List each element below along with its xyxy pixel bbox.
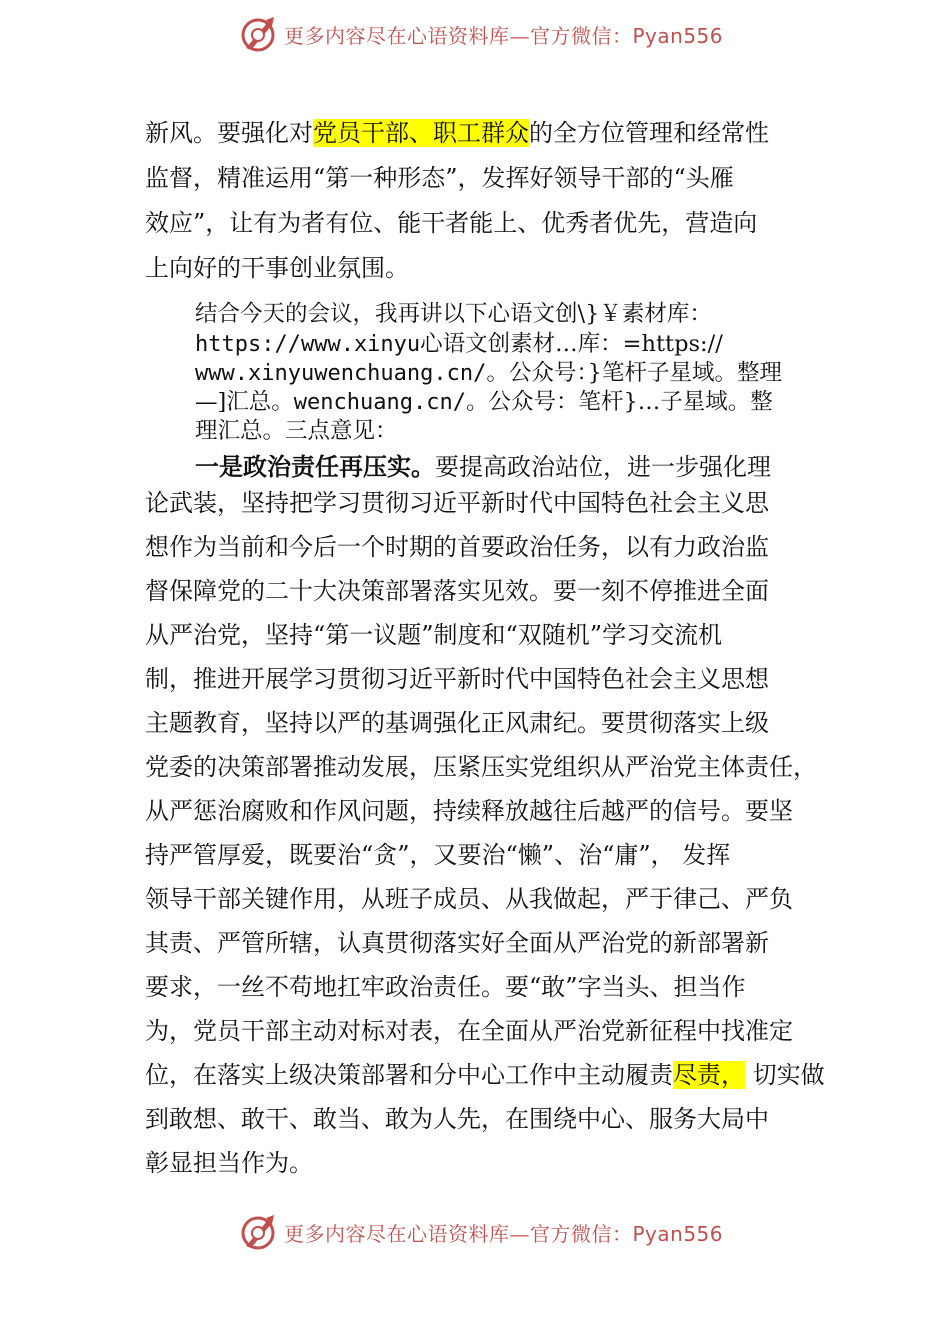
text-line: www.xinyuwenchuang.cn/。公众号：}笔杆子星域。整理 — [195, 360, 782, 386]
text-line: 从严惩治腐败和作风问题，持续释放越往后越严的信号。要坚 — [145, 797, 793, 825]
text-line: https://www.xinyu心语文创素材…库：=https:// — [195, 331, 723, 357]
text-line: 一是政治责任再压实。要提高政治站位，进一步强化理 — [195, 453, 771, 481]
pen-logo-icon — [238, 1212, 278, 1252]
text-line: 持严管厚爱，既要治“贪”，又要治“懒”、治“庸”， 发挥 — [145, 841, 731, 869]
highlighted-text: 尽责， — [673, 1061, 745, 1089]
text-line: 主题教育，坚持以严的基调强化正风肃纪。要贯彻落实上级 — [145, 709, 769, 737]
banner-text: 更多内容尽在心语资料库—官方微信：Pyan556 — [284, 23, 724, 48]
text-line: —]汇总。wenchuang.cn/。公众号：笔杆}…子星域。整 — [195, 389, 773, 415]
text-line: 到敢想、敢干、敢当、敢为人先，在围绕中心、服务大局中 — [145, 1105, 769, 1133]
text-line: 效应”，让有为者有位、能干者能上、优秀者优先，营造向 — [145, 209, 758, 237]
text-line: 上向好的干事创业氛围。 — [145, 254, 409, 282]
text-line: 为，党员干部主动对标对表，在全面从严治党新征程中找准定 — [145, 1017, 793, 1045]
text-line: 位，在落实上级决策部署和分中心工作中主动履责尽责， 切实做 — [145, 1061, 825, 1089]
text-line: 新风。要强化对党员干部、职工群众的全方位管理和经常性 — [145, 119, 769, 147]
pen-logo-icon — [238, 14, 278, 54]
text-line: 其责、严管所辖，认真贯彻落实好全面从严治党的新部署新 — [145, 929, 769, 957]
text-line: 要求，一丝不苟地扛牢政治责任。要“敢”字当头、担当作 — [145, 973, 746, 1001]
footer-banner — [238, 1212, 758, 1252]
text-line: 党委的决策部署推动发展，压紧压实党组织从严治党主体责任， — [145, 753, 817, 781]
header-banner — [238, 14, 758, 54]
text-line: 领导干部关键作用，从班子成员、从我做起，严于律己、严负 — [145, 885, 793, 913]
text-line: 想作为当前和今后一个时期的首要政治任务，以有力政治监 — [145, 533, 769, 561]
highlighted-text: 党员干部、职工群众 — [313, 119, 529, 147]
section-heading: 一是政治责任再压实。 — [195, 453, 435, 481]
text-line: 从严治党，坚持“第一议题”制度和“双随机”学习交流机 — [145, 621, 723, 649]
text-line: 监督，精准运用“第一种形态”，发挥好领导干部的“头雁 — [145, 164, 734, 192]
text-line: 论武装，坚持把学习贯彻习近平新时代中国特色社会主义思 — [145, 489, 769, 517]
banner-text: 更多内容尽在心语资料库—官方微信：Pyan556 — [284, 1221, 724, 1246]
text-line: 制，推进开展学习贯彻习近平新时代中国特色社会主义思想 — [145, 665, 769, 693]
text-line: 彰显担当作为。 — [145, 1149, 313, 1177]
text-line: 理汇总。三点意见： — [195, 418, 398, 444]
text-line: 督保障党的二十大决策部署落实见效。要一刻不停推进全面 — [145, 577, 769, 605]
text-line: 结合今天的会议，我再讲以下心语文创\}￥素材库： — [195, 301, 712, 327]
